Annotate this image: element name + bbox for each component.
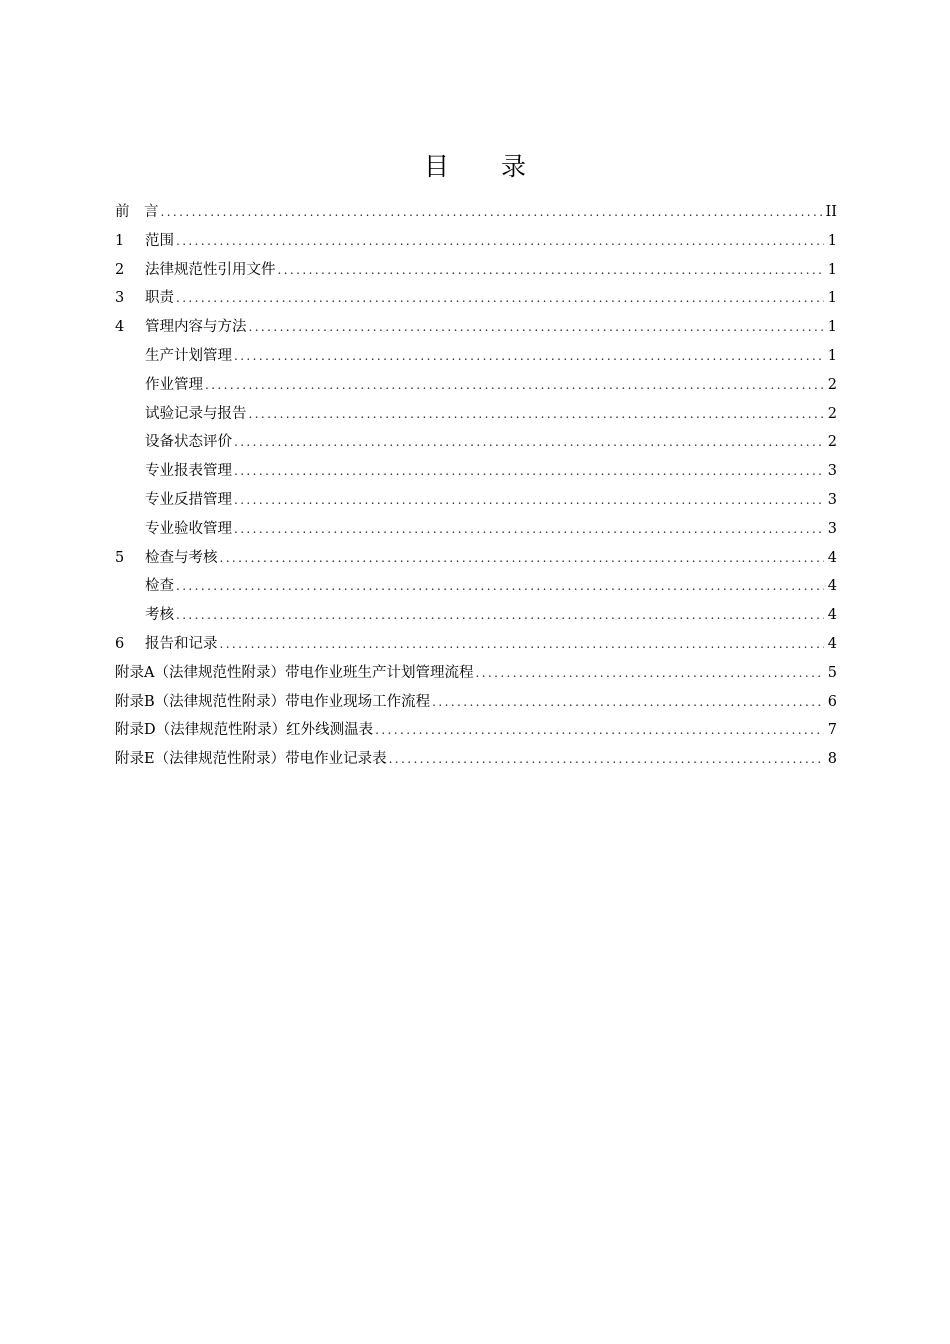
toc-entry-label: 设备状态评价	[145, 434, 232, 451]
toc-entry-page: 3	[827, 491, 837, 508]
toc-entry-page: 3	[827, 463, 837, 480]
toc-entry[interactable]	[115, 688, 837, 717]
toc-entry[interactable]	[115, 630, 837, 659]
toc-entry[interactable]	[115, 342, 837, 371]
toc-entry[interactable]	[115, 371, 837, 400]
toc-title: 目 录	[424, 152, 548, 181]
toc-dot-leader	[389, 745, 824, 774]
toc-entry[interactable]	[115, 716, 837, 745]
toc-entry[interactable]	[115, 457, 837, 486]
toc-entry-page: 2	[827, 405, 837, 422]
toc-dot-leader	[176, 572, 824, 601]
toc-entry-page: 6	[827, 693, 837, 710]
toc-entry-number: 3	[115, 290, 125, 307]
toc-entry-label: 生产计划管理	[145, 347, 232, 364]
toc-entry-page: 8	[827, 751, 837, 768]
toc-dot-leader	[249, 313, 824, 342]
toc-dot-leader	[375, 716, 824, 745]
toc-dot-leader	[249, 400, 824, 429]
toc-dot-leader	[176, 284, 824, 313]
toc-entry-label: 作业管理	[145, 376, 203, 393]
toc-entry-label: 检查与考核	[145, 549, 218, 566]
toc-entry-number: 4	[115, 319, 125, 336]
toc-entry[interactable]	[115, 659, 837, 688]
toc-entry-label: 附录D（法律规范性附录）红外线测温表	[115, 722, 374, 739]
toc-entry-label: 法律规范性引用文件	[145, 261, 276, 278]
toc-dot-leader	[220, 630, 824, 659]
toc-entry-label: 范围	[145, 232, 174, 249]
toc-dot-leader	[234, 342, 824, 371]
toc-entry-page: 7	[827, 722, 837, 739]
toc-entry-page: II	[825, 204, 837, 220]
toc-entry-label: 专业反措管理	[145, 491, 232, 508]
toc-dot-leader	[176, 601, 824, 630]
toc-entry-page: 1	[827, 232, 837, 249]
toc-dot-leader	[234, 428, 824, 457]
toc-entry-label: 附录B（法律规范性附录）带电作业现场工作流程	[115, 693, 431, 710]
toc-entry-label: 专业报表管理	[145, 463, 232, 480]
toc-dot-leader	[475, 659, 823, 688]
toc-entry-number: 5	[115, 549, 125, 566]
toc-entry-label: 检查	[145, 578, 174, 595]
toc-entry-page: 1	[827, 347, 837, 364]
toc-entry[interactable]	[115, 544, 837, 573]
toc-entry-page: 1	[827, 319, 837, 336]
toc-dot-leader	[161, 198, 822, 227]
toc-entry-label: 试验记录与报告	[145, 405, 247, 422]
toc-dot-leader	[234, 486, 824, 515]
toc-entry-page: 5	[827, 664, 837, 681]
toc-entry[interactable]	[115, 227, 837, 256]
toc-entry[interactable]	[115, 313, 837, 342]
toc-entry[interactable]	[115, 400, 837, 429]
toc-entry[interactable]	[115, 428, 837, 457]
toc-dot-leader	[176, 227, 824, 256]
toc-entry[interactable]	[115, 198, 837, 227]
toc-entry-page: 4	[827, 578, 837, 595]
toc-entry-label: 考核	[145, 607, 174, 624]
toc-entry-page: 1	[827, 261, 837, 278]
toc-entry-page: 2	[827, 376, 837, 393]
toc-entry[interactable]	[115, 256, 837, 285]
toc-entry-page: 4	[827, 549, 837, 566]
toc-entry-page: 3	[827, 520, 837, 537]
toc-entry[interactable]	[115, 515, 837, 544]
toc-entry[interactable]	[115, 601, 837, 630]
toc-entry[interactable]	[115, 745, 837, 774]
toc-entry-label: 附录A（法律规范性附录）带电作业班生产计划管理流程	[115, 664, 474, 681]
toc-entry-label: 附录E（法律规范性附录）带电作业记录表	[115, 751, 387, 768]
toc-dot-leader	[220, 544, 824, 573]
toc-entry-number: 1	[115, 232, 125, 249]
toc-entry[interactable]	[115, 572, 837, 601]
toc-entry-page: 4	[827, 635, 837, 652]
toc-dot-leader	[234, 515, 824, 544]
toc-entry-label: 报告和记录	[145, 635, 218, 652]
toc-entry-number: 6	[115, 635, 125, 652]
toc-entry-label: 前 言	[115, 204, 159, 220]
toc-dot-leader	[278, 256, 824, 285]
toc-entry-page: 1	[827, 290, 837, 307]
toc-entry-label: 专业验收管理	[145, 520, 232, 537]
toc-entry-label: 管理内容与方法	[145, 319, 247, 336]
toc-dot-leader	[205, 371, 824, 400]
toc-dot-leader	[432, 688, 824, 717]
toc-entry-page: 4	[827, 607, 837, 624]
toc-entry-number: 2	[115, 261, 125, 278]
toc-entry[interactable]	[115, 486, 837, 515]
toc-list	[115, 198, 837, 774]
toc-dot-leader	[234, 457, 824, 486]
toc-entry-label: 职责	[145, 290, 174, 307]
toc-entry-page: 2	[827, 434, 837, 451]
toc-entry[interactable]	[115, 284, 837, 313]
